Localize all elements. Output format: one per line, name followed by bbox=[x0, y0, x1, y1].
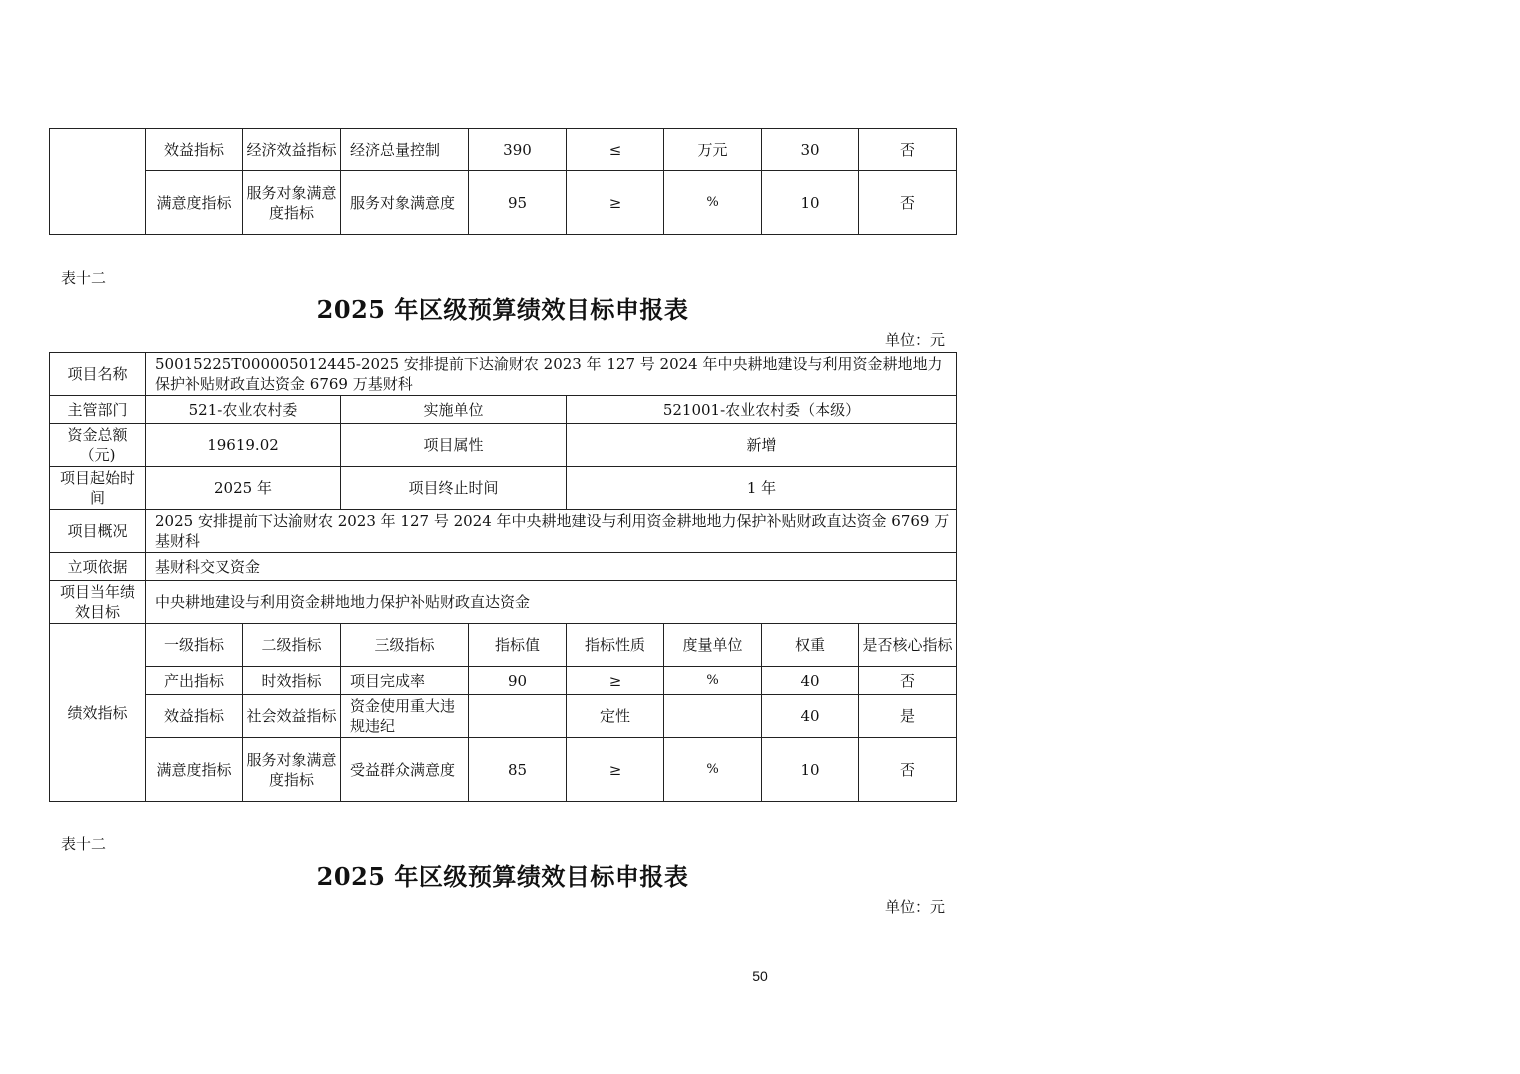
fund-value: 19619.02 bbox=[146, 424, 341, 467]
basis-label: 立项依据 bbox=[50, 553, 146, 581]
table-cell: 资金使用重大违规违纪 bbox=[341, 695, 469, 738]
end-label: 项目终止时间 bbox=[341, 467, 567, 510]
indicator-header: 权重 bbox=[762, 624, 859, 667]
table-cell: 390 bbox=[469, 129, 567, 171]
indicator-header: 度量单位 bbox=[664, 624, 762, 667]
table-cell: 95 bbox=[469, 171, 567, 235]
unit-label: 单位：元 bbox=[884, 331, 945, 349]
table-cell: 定性 bbox=[567, 695, 664, 738]
table-cell: 10 bbox=[762, 738, 859, 802]
form-title: 2025 年区级预算绩效目标申报表 bbox=[316, 295, 689, 324]
indicator-header: 指标性质 bbox=[567, 624, 664, 667]
attr-label: 项目属性 bbox=[341, 424, 567, 467]
table-cell: % bbox=[664, 738, 762, 802]
overview-label: 项目概况 bbox=[50, 510, 146, 553]
table-cell: 效益指标 bbox=[146, 695, 243, 738]
start-value: 2025 年 bbox=[146, 467, 341, 510]
table-cell: 否 bbox=[859, 129, 957, 171]
next-form-title: 2025 年区级预算绩效目标申报表 bbox=[316, 862, 689, 891]
table-cell: 时效指标 bbox=[243, 667, 341, 695]
dept-label: 主管部门 bbox=[50, 396, 146, 424]
table-cell: 服务对象满意度指标 bbox=[243, 171, 341, 235]
project-name-label: 项目名称 bbox=[50, 353, 146, 396]
project-name-value: 50015225T000005012445-2025 安排提前下达渝财农 2023 年 127 号 2024 年中央耕地建设与利用资金耕地地力保护补贴财政直达资金 6769 万基财科 bbox=[146, 353, 957, 396]
fund-label: 资金总额（元) bbox=[50, 424, 146, 467]
table-cell: 是 bbox=[859, 695, 957, 738]
indicator-header: 三级指标 bbox=[341, 624, 469, 667]
continued-indicator-table bbox=[49, 128, 957, 235]
indicator-header: 一级指标 bbox=[146, 624, 243, 667]
table-cell: 经济效益指标 bbox=[243, 129, 341, 171]
table-cell: 效益指标 bbox=[146, 129, 243, 171]
table-cell: 85 bbox=[469, 738, 567, 802]
table-number-label: 表十二 bbox=[61, 269, 107, 287]
table-cell bbox=[664, 695, 762, 738]
table-cell: 否 bbox=[859, 738, 957, 802]
dept-value: 521-农业农村委 bbox=[146, 396, 341, 424]
table-cell bbox=[469, 695, 567, 738]
basis-value: 基财科交叉资金 bbox=[146, 553, 957, 581]
attr-value: 新增 bbox=[567, 424, 957, 467]
table-cell: 服务对象满意度指标 bbox=[243, 738, 341, 802]
table-cell: ≥ bbox=[567, 171, 664, 235]
indicator-header: 指标值 bbox=[469, 624, 567, 667]
table-cell: 服务对象满意度 bbox=[341, 171, 469, 235]
table-cell: % bbox=[664, 667, 762, 695]
table-cell: 项目完成率 bbox=[341, 667, 469, 695]
budget-performance-form bbox=[49, 352, 957, 802]
blank-cell bbox=[50, 129, 146, 235]
overview-value: 2025 安排提前下达渝财农 2023 年 127 号 2024 年中央耕地建设与利用资金耕地地力保护补贴财政直达资金 6769 万基财科 bbox=[146, 510, 957, 553]
table-cell: 否 bbox=[859, 171, 957, 235]
perf-label: 绩效指标 bbox=[50, 624, 146, 802]
impl-label: 实施单位 bbox=[341, 396, 567, 424]
table-cell: ≥ bbox=[567, 738, 664, 802]
table-cell: 30 bbox=[762, 129, 859, 171]
table-cell: 产出指标 bbox=[146, 667, 243, 695]
table-cell: 40 bbox=[762, 695, 859, 738]
table-cell: % bbox=[664, 171, 762, 235]
next-table-number-label: 表十二 bbox=[61, 835, 107, 853]
indicator-header: 是否核心指标 bbox=[859, 624, 957, 667]
table-cell: ≥ bbox=[567, 667, 664, 695]
indicator-header: 二级指标 bbox=[243, 624, 341, 667]
start-label: 项目起始时间 bbox=[50, 467, 146, 510]
table-cell: 10 bbox=[762, 171, 859, 235]
table-cell: 40 bbox=[762, 667, 859, 695]
goal-value: 中央耕地建设与利用资金耕地地力保护补贴财政直达资金 bbox=[146, 581, 957, 624]
table-cell: 90 bbox=[469, 667, 567, 695]
table-cell: 受益群众满意度 bbox=[341, 738, 469, 802]
next-unit-label: 单位：元 bbox=[884, 898, 945, 916]
table-cell: 万元 bbox=[664, 129, 762, 171]
page-number: 50 bbox=[752, 968, 768, 984]
table-cell: ≤ bbox=[567, 129, 664, 171]
impl-value: 521001-农业农村委（本级） bbox=[567, 396, 957, 424]
goal-label: 项目当年绩效目标 bbox=[50, 581, 146, 624]
table-cell: 否 bbox=[859, 667, 957, 695]
table-cell: 经济总量控制 bbox=[341, 129, 469, 171]
table-cell: 社会效益指标 bbox=[243, 695, 341, 738]
table-cell: 满意度指标 bbox=[146, 738, 243, 802]
end-value: 1 年 bbox=[567, 467, 957, 510]
table-cell: 满意度指标 bbox=[146, 171, 243, 235]
